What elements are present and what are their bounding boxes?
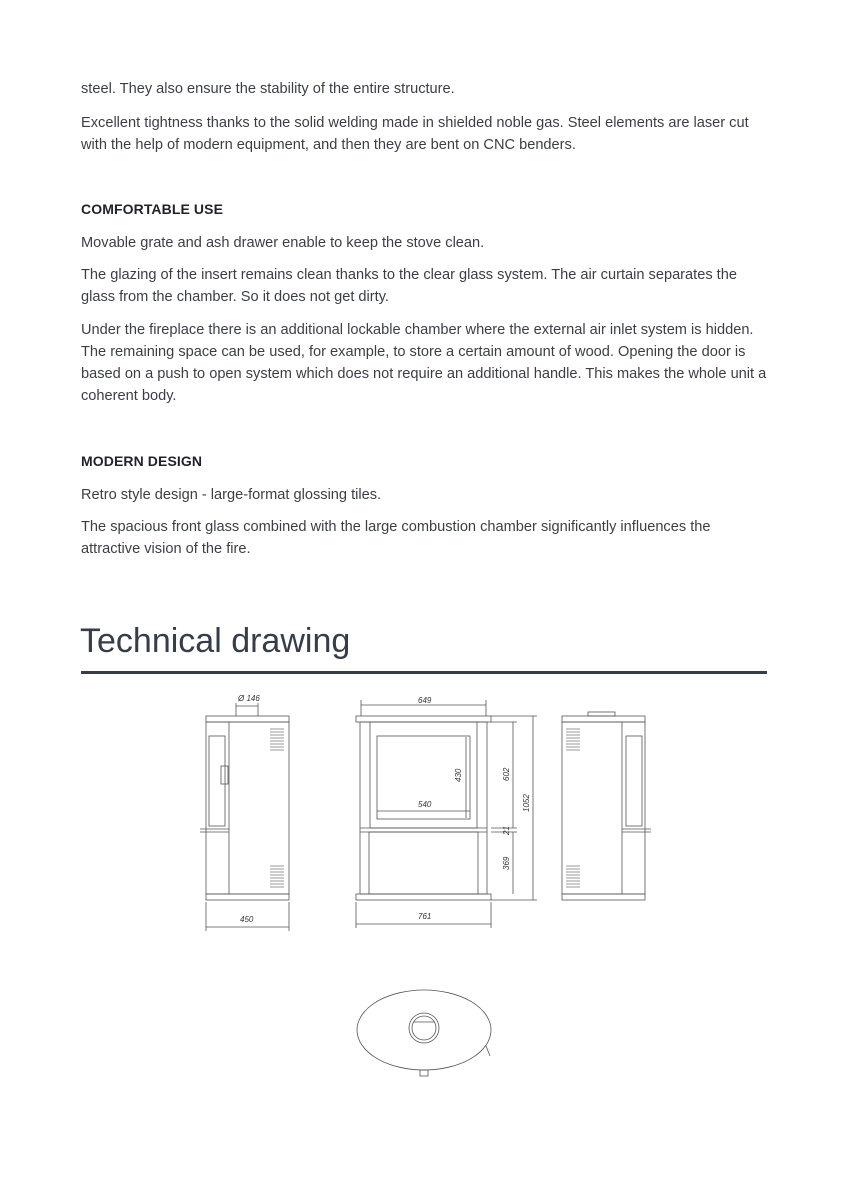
dimension-glass-width: 540 xyxy=(418,800,432,809)
section-heading-comfortable-use: COMFORTABLE USE xyxy=(81,201,224,217)
dimension-glass-height: 430 xyxy=(454,768,463,782)
dimension-flue-diameter: Ø 146 xyxy=(238,694,260,703)
intro-paragraph-1: steel. They also ensure the stability of the entire structure. xyxy=(81,81,455,97)
intro-paragraph-2: Excellent tightness thanks to the solid welding made in shielded noble gas. Steel elements are laser cut with the help of modern equipment, and then they are bent on CNC benders. xyxy=(81,115,749,153)
top-view-drawing xyxy=(357,990,491,1076)
dimension-gap: 21 xyxy=(502,826,511,835)
dimension-upper-height: 602 xyxy=(502,767,511,781)
comfortable-paragraph-2: The glazing of the insert remains clean thanks to the clear glass system. The air curtain separates the glass from the chamber. So it does not get dirty. xyxy=(81,267,737,305)
dimension-front-width-top: 649 xyxy=(418,696,432,705)
front-view-drawing xyxy=(356,700,537,928)
dimension-lower-height: 369 xyxy=(502,856,511,870)
dimension-front-width-bottom: 761 xyxy=(418,912,432,921)
dimension-side-depth: 450 xyxy=(240,915,254,924)
comfortable-paragraph-3: Under the fireplace there is an additional lockable chamber where the external air inlet system is hidden. The remaining space can be used, for example, to store a certain amount of wood. Opening the door is based on a push to open system which does not require an additional handle. This makes the whole unit a coherent body. xyxy=(81,322,767,404)
dimension-total-height: 1052 xyxy=(522,794,531,812)
side-view-right-drawing xyxy=(562,712,651,900)
modern-paragraph-1: Retro style design - large-format glossing tiles. xyxy=(81,487,382,503)
modern-paragraph-2: The spacious front glass combined with the large combustion chamber significantly influences the attractive vision of the fire. xyxy=(81,519,711,557)
section-heading-modern-design: MODERN DESIGN xyxy=(81,453,203,469)
technical-drawing-title: Technical drawing xyxy=(80,622,351,660)
side-view-drawing xyxy=(200,703,289,931)
comfortable-paragraph-1: Movable grate and ash drawer enable to keep the stove clean. xyxy=(81,235,485,251)
